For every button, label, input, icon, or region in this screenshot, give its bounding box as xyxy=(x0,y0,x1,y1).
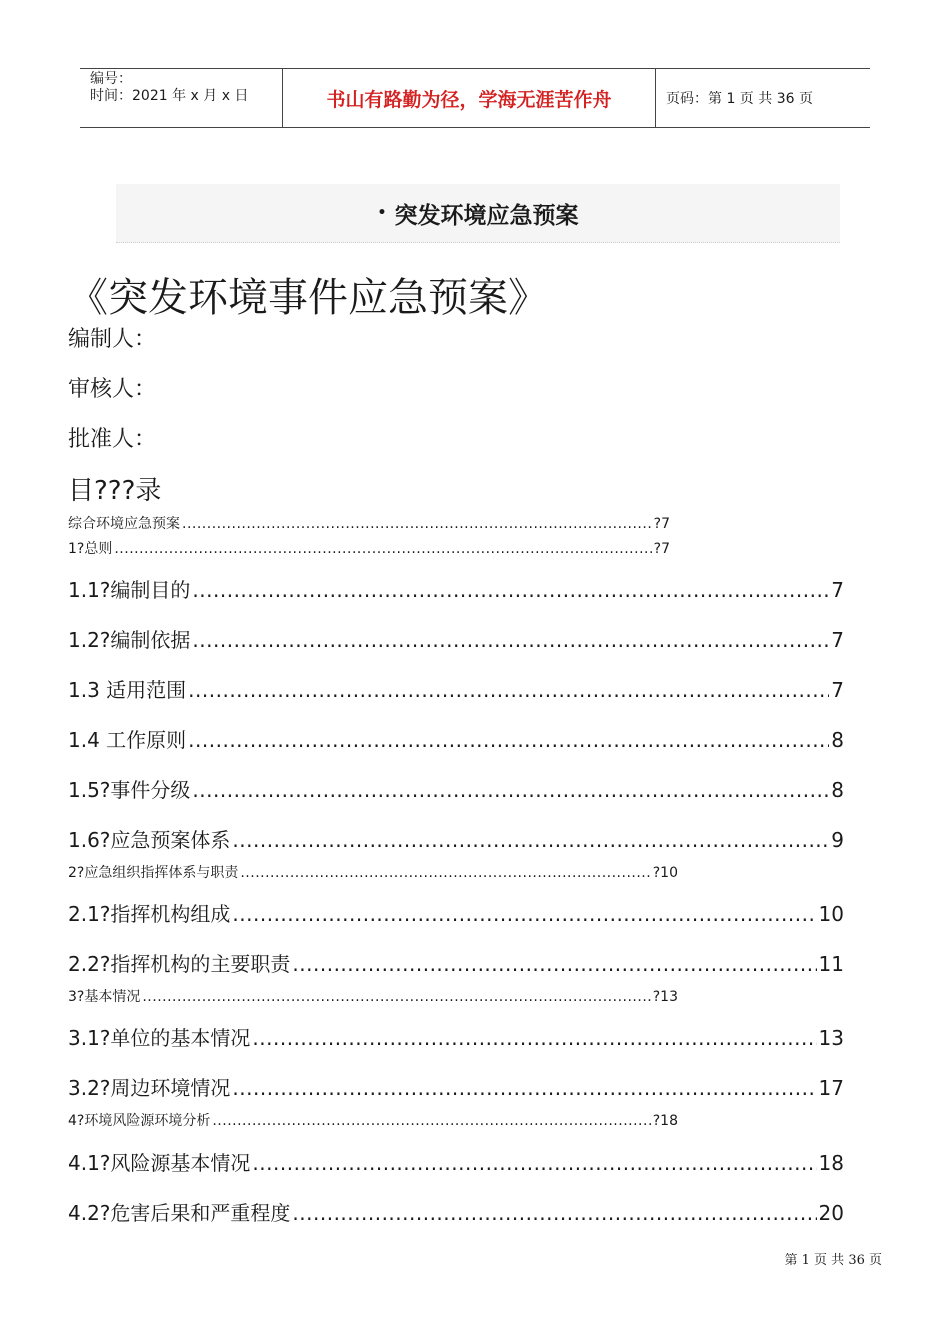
toc-entry-label: 3.1?单位的基本情况 xyxy=(68,1026,251,1050)
bullet-icon: • xyxy=(377,205,387,221)
toc-leader-dots xyxy=(188,678,829,702)
toc-entry-label: 3.2?周边环境情况 xyxy=(68,1076,231,1100)
toc-leader-dots xyxy=(232,828,829,852)
toc-entry-page: 17 xyxy=(818,1076,844,1100)
toc-entry[interactable] xyxy=(68,574,844,603)
code-label: 编号： xyxy=(90,71,132,87)
toc-entry[interactable] xyxy=(68,986,678,1006)
toc-entry[interactable] xyxy=(68,674,844,703)
toc-entry[interactable] xyxy=(68,513,670,533)
toc-entry[interactable] xyxy=(68,862,678,882)
toc-entry-label: 4.2?危害后果和严重程度 xyxy=(68,1201,291,1225)
toc-leader-dots xyxy=(192,778,829,802)
banner-title: 突发环境应急预案 xyxy=(394,202,579,229)
toc-entry-label: 4?环境风险源环境分析 xyxy=(68,1113,211,1129)
header-page-info: 页码：第 1 页 共 36 页 xyxy=(666,91,813,107)
toc-entry-page: 11 xyxy=(818,952,844,976)
approver-label: 批准人： xyxy=(68,427,157,452)
toc-leader-dots xyxy=(192,578,829,602)
toc-leader-dots xyxy=(212,1113,650,1129)
toc-entry[interactable] xyxy=(68,898,844,927)
toc-entry-label: 4.1?风险源基本情况 xyxy=(68,1151,251,1175)
toc-leader-dots xyxy=(292,952,816,976)
toc-entry-page: ?10 xyxy=(652,865,678,881)
toc-entry-label: 1.4 工作原则 xyxy=(68,728,187,752)
toc-leader-dots xyxy=(188,728,829,752)
toc-entry-page: 9 xyxy=(831,828,844,852)
compiler-label: 编制人： xyxy=(68,327,157,352)
toc-entry-page: 10 xyxy=(818,902,844,926)
toc-entry-page: 8 xyxy=(831,778,844,802)
toc-entry-page: 7 xyxy=(831,678,844,702)
toc-entry[interactable] xyxy=(68,1022,844,1051)
toc-entry[interactable] xyxy=(68,1197,844,1226)
toc-entry-page: ?7 xyxy=(653,516,670,532)
toc-entry[interactable] xyxy=(68,624,844,653)
toc-leader-dots xyxy=(182,516,652,532)
toc-entry-label: 1.2?编制依据 xyxy=(68,628,191,652)
toc-entry-page: 8 xyxy=(831,728,844,752)
toc-entry[interactable] xyxy=(68,1072,844,1101)
toc-entry-page: 20 xyxy=(818,1201,844,1225)
toc-entry[interactable] xyxy=(68,1110,678,1130)
toc-entry-page: ?13 xyxy=(652,989,678,1005)
toc-leader-dots xyxy=(232,902,816,926)
toc-leader-dots xyxy=(232,1076,816,1100)
toc-entry-page: 18 xyxy=(818,1151,844,1175)
page-footer: 第 1 页 共 36 页 xyxy=(784,1253,882,1268)
document-title: 《突发环境事件应急预案》 xyxy=(68,275,548,321)
header-motto: 书山有路勤为径，学海无涯苦作舟 xyxy=(282,69,656,127)
toc-entry[interactable] xyxy=(68,1147,844,1176)
header-meta xyxy=(80,69,282,127)
toc-entry-label: 2.2?指挥机构的主要职责 xyxy=(68,952,291,976)
toc-entry[interactable] xyxy=(68,774,844,803)
toc-entry[interactable] xyxy=(68,538,670,558)
toc-entry-label: 1.6?应急预案体系 xyxy=(68,828,231,852)
reviewer-label: 审核人： xyxy=(68,377,157,402)
toc-leader-dots xyxy=(252,1151,816,1175)
toc-entry-label: 3?基本情况 xyxy=(68,989,141,1005)
toc-entry-label: 1.1?编制目的 xyxy=(68,578,191,602)
date-label: 时间：2021 年 x 月 x 日 xyxy=(90,88,249,104)
toc-entry[interactable] xyxy=(68,824,844,853)
toc-entry-page: ?7 xyxy=(653,541,670,557)
toc-heading: 目???录 xyxy=(68,476,162,506)
toc-entry[interactable] xyxy=(68,724,844,753)
toc-entry-label: 1.3 适用范围 xyxy=(68,678,187,702)
page-header xyxy=(80,68,870,128)
toc-entry-page: 7 xyxy=(831,628,844,652)
toc-entry-page: 7 xyxy=(831,578,844,602)
toc-entry-label: 综合环境应急预案 xyxy=(68,516,180,532)
toc-entry-label: 1.5?事件分级 xyxy=(68,778,191,802)
toc-entry-page: 13 xyxy=(818,1026,844,1050)
toc-leader-dots xyxy=(142,989,650,1005)
toc-leader-dots xyxy=(114,541,651,557)
toc-entry-label: 1?总则 xyxy=(68,541,113,557)
toc-entry[interactable] xyxy=(68,948,844,977)
toc-leader-dots xyxy=(192,628,829,652)
toc-leader-dots xyxy=(292,1201,816,1225)
toc-leader-dots xyxy=(240,865,650,881)
toc-leader-dots xyxy=(252,1026,816,1050)
toc-entry-label: 2?应急组织指挥体系与职责 xyxy=(68,865,239,881)
section-banner xyxy=(116,184,840,243)
toc-entry-label: 2.1?指挥机构组成 xyxy=(68,902,231,926)
toc-entry-page: ?18 xyxy=(652,1113,678,1129)
